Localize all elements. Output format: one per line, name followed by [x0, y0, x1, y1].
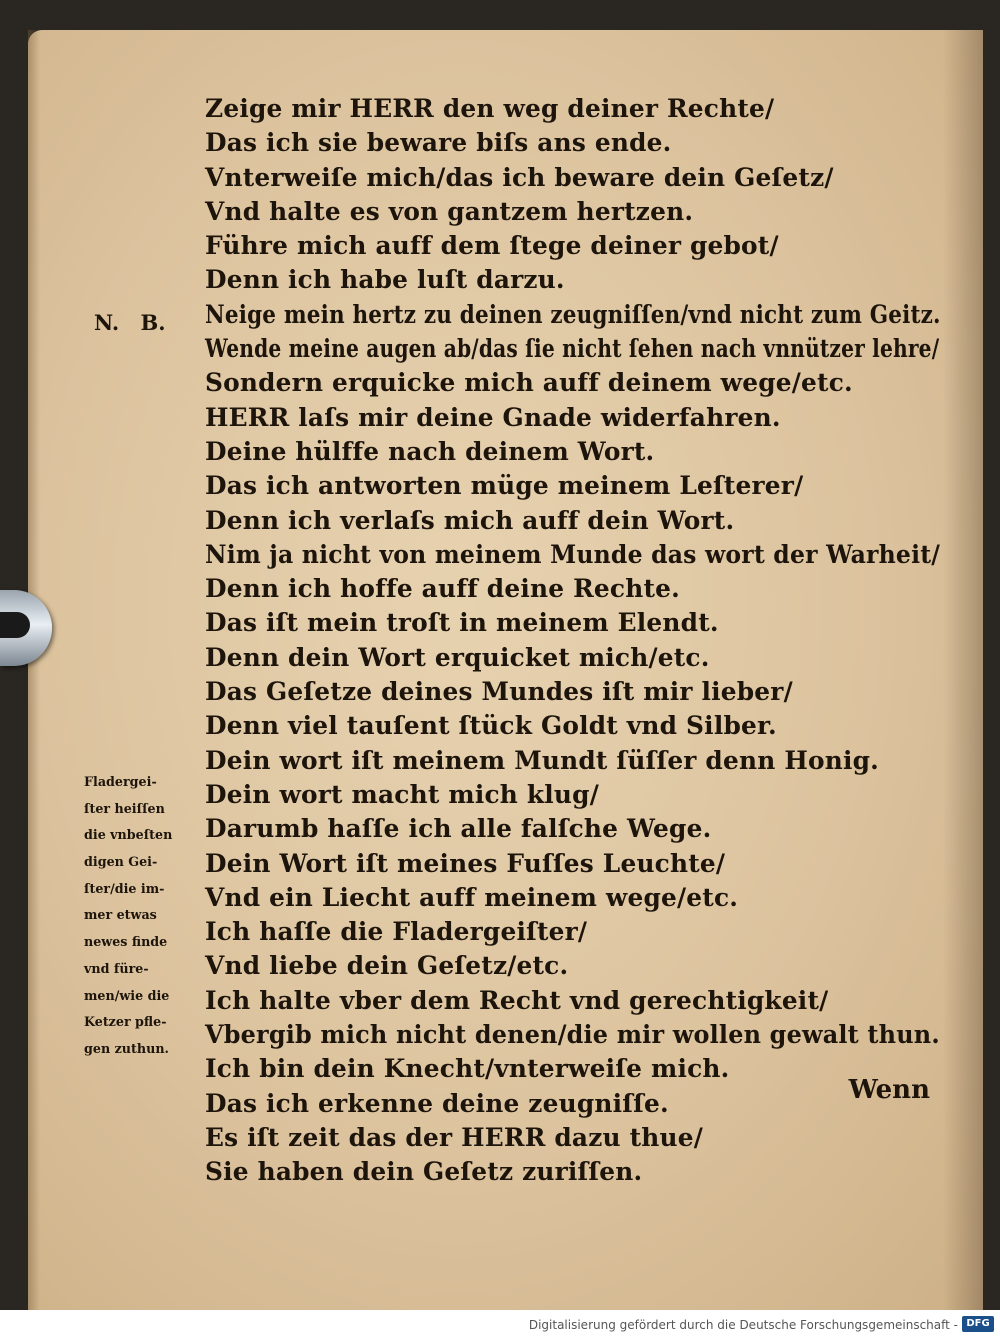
verse-line: Dein Wort iſt meines Fuſſes Leuchte/: [205, 848, 726, 878]
verse-line: Vnterweiſe mich/das ich beware dein Geſetz/: [205, 162, 834, 192]
catchword: Wenn: [848, 1075, 930, 1105]
verse-line: Ich halte vber dem Recht vnd gerechtigkeit/: [205, 985, 829, 1015]
gloss-line: die vnbeſten: [84, 828, 173, 844]
margin-gloss: [84, 770, 209, 1064]
gloss-line: men/wie die: [84, 988, 170, 1004]
verse-line: Denn viel tauſent ſtück Goldt vnd Silber.: [205, 711, 777, 741]
verse-line: Deine hülffe nach deinem Wort.: [205, 436, 655, 466]
verse-line: Das ich erkenne deine zeugniſſe.: [205, 1088, 669, 1118]
verse-line: Es iſt zeit das der HERR dazu thue/: [205, 1122, 704, 1152]
verse-line: Dein wort iſt meinem Mundt ſüſſer denn Honig.: [205, 745, 880, 775]
verse-line: Das Geſetze deines Mundes iſt mir lieber/: [205, 677, 793, 707]
verse-line: Vnd ein Liecht auff meinem wege/etc.: [205, 882, 739, 912]
verse-line: Ich haſſe die Fladergeiſter/: [205, 917, 588, 947]
verse-line: Führe mich auff dem ſtege deiner gebot/: [205, 231, 779, 261]
verse-line: Das iſt mein troſt in meinem Elendt.: [205, 608, 719, 638]
verse-line: Das ich sie beware biſs ans ende.: [205, 128, 672, 158]
footer-credit: Digitalisierung gefördert durch die Deutsche Forschungsgemeinschaft -: [528, 1318, 958, 1332]
digitization-footer: [0, 1310, 1000, 1340]
verse-list: [205, 92, 945, 1190]
verse-line: Denn dein Wort erquicket mich/etc.: [205, 642, 710, 672]
gloss-line: ſter heiſſen: [84, 801, 165, 817]
verse-line: Wende meine augen ab/das ſie nicht ſehen nach vnnützer lehre/: [205, 334, 940, 364]
verse-line: Vbergib mich nicht denen/die mir wollen gewalt thun.: [205, 1020, 940, 1050]
verse-line: Dein wort macht mich klug/: [205, 779, 599, 809]
margin-note-nb: N. B.: [94, 310, 166, 335]
gloss-line: digen Gei-: [84, 855, 158, 871]
gloss-line: vnd füre-: [84, 961, 149, 977]
verse-line: HERR laſs mir deine Gnade widerfahren.: [205, 402, 781, 432]
gloss-line: mer etwas: [84, 908, 157, 924]
gloss-line: newes finde: [84, 935, 168, 951]
verse-line: Vnd liebe dein Geſetz/etc.: [205, 951, 569, 981]
gloss-line: Ketzer pfle-: [84, 1015, 167, 1031]
verse-line: Denn ich habe luſt darzu.: [205, 265, 565, 295]
verse-line: Ich bin dein Knecht/vnterweiſe mich.: [205, 1054, 730, 1084]
gloss-line: gen zuthun.: [84, 1041, 169, 1057]
verse-line: Vnd halte es von gantzem hertzen.: [205, 196, 694, 226]
verse-line: Darumb haſſe ich alle falſche Wege.: [205, 814, 712, 844]
gloss-line: Fladergei-: [84, 775, 157, 790]
page-gutter-shadow: [943, 30, 983, 1310]
verse-line: Denn ich verlaſs mich auff dein Wort.: [205, 505, 735, 535]
verse-line: Denn ich hoffe auff deine Rechte.: [205, 574, 680, 604]
verse-line: Nim ja nicht von meinem Munde das wort der Warheit/: [205, 539, 941, 569]
gloss-line: ſter/die im-: [84, 881, 165, 897]
page-edge: [28, 30, 40, 1310]
verse-line: Sie haben dein Geſetz zuriſſen.: [205, 1157, 643, 1187]
dfg-logo: DFG: [962, 1316, 994, 1332]
verse-line: Sondern erquicke mich auff deinem wege/etc.: [205, 368, 853, 398]
page-clip-slot: [0, 612, 30, 638]
verse-line: Neige mein hertz zu deinen zeugniſſen/vnd nicht zum Geitz.: [205, 299, 941, 329]
verse-line: Zeige mir HERR den weg deiner Rechte/: [205, 94, 775, 123]
verse-line: Das ich antworten müge meinem Leſterer/: [205, 471, 804, 501]
